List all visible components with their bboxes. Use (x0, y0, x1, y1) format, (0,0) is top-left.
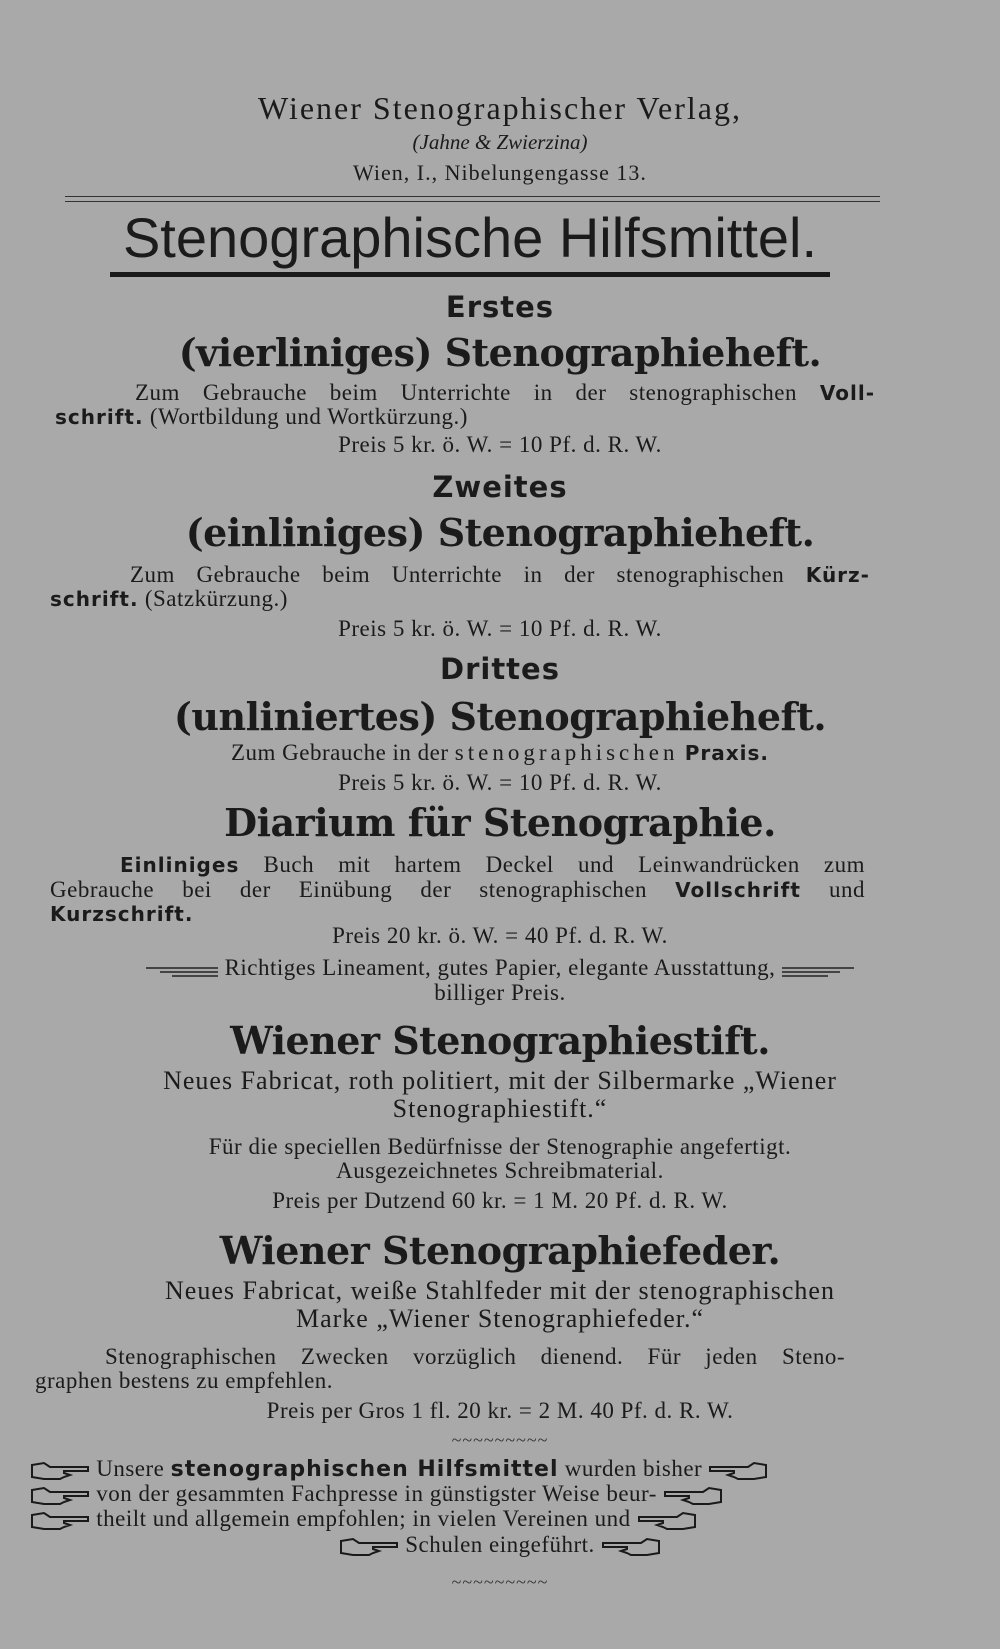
closing-line4 (0, 1532, 1000, 1559)
pointing-hand-left-icon (601, 1535, 661, 1559)
separator-top: ~~~~~~~~~ (451, 1430, 549, 1450)
item4-bold-end: Kurzschrift. (50, 902, 194, 926)
item5-heading: Wiener Stenographiestift. (230, 1018, 770, 1063)
item3-bold1: Praxis. (684, 741, 770, 765)
item4-price: Preis 20 kr. ö. W. = 40 Pf. d. R. W. (332, 923, 668, 948)
pointing-hand-left-icon (663, 1484, 723, 1508)
item4-bold-mid: Vollschrift (675, 878, 801, 902)
item6-price: Preis per Gros 1 fl. 20 kr. = 2 M. 40 Pf. d. R. W. (266, 1398, 734, 1423)
item5-line1: Neues Fabricat, roth politiert, mit der Silbermarke „Wiener (163, 1066, 837, 1095)
closing-text2: von der gesammten Fachpresse in günstigster Weise beur- (96, 1481, 657, 1506)
left-rule-ornament (146, 957, 218, 982)
header-double-rule (65, 196, 880, 202)
item4-note-text1: Richtiges Lineament, gutes Papier, elegante Ausstattung, (224, 955, 776, 980)
item1-bold1: Voll- (819, 381, 875, 405)
item4-text1: Buch mit hartem Deckel und Leinwandrücken zum (263, 852, 866, 877)
item4-desc-line1 (50, 852, 865, 878)
item3-text1: Zum Gebrauche in der (230, 740, 449, 765)
item5-line3: Für die speciellen Bedürfnisse der Stenographie angefertigt. (208, 1134, 792, 1159)
item6-line1: Neues Fabricat, weiße Stahlfeder mit der stenographischen (165, 1276, 835, 1305)
closing-line2 (30, 1481, 870, 1508)
item3-desc (0, 740, 1000, 766)
separator-bottom: ~~~~~~~~~ (451, 1572, 549, 1592)
pointing-hand-right-icon (30, 1509, 90, 1533)
publisher-name: Wiener Stenographischer Verlag, (258, 90, 742, 126)
item1-desc-line1 (55, 380, 875, 406)
item3-heading: (unliniertes) Stenographieheft. (173, 694, 827, 739)
closing-line3 (30, 1506, 870, 1533)
item4-note1 (0, 955, 1000, 982)
pointing-hand-right-icon (30, 1459, 90, 1483)
item2-bold2: schrift. (50, 587, 139, 611)
item2-desc-line1 (50, 562, 870, 588)
item1-heading-small: Erstes (445, 290, 555, 324)
item4-desc-line2 (50, 877, 865, 903)
closing-text4: Schulen eingeführt. (405, 1532, 595, 1557)
item2-desc-line2 (50, 586, 870, 612)
item2-heading-small: Zweites (432, 470, 568, 504)
item4-note2: billiger Preis. (434, 980, 566, 1005)
closing-text3: theilt und allgemein empfohlen; in vielen Vereinen und (96, 1506, 631, 1531)
pointing-hand-right-icon (339, 1535, 399, 1559)
item1-text2: (Wortbildung und Wortkürzung.) (149, 404, 468, 429)
item1-text1: Zum Gebrauche beim Unterrichte in der stenographischen (135, 380, 797, 405)
item4-text2b: und (829, 877, 866, 902)
item3-price: Preis 5 kr. ö. W. = 10 Pf. d. R. W. (338, 770, 662, 795)
item5-price: Preis per Dutzend 60 kr. = 1 M. 20 Pf. d. R. W. (272, 1188, 728, 1213)
item2-text2: (Satzkürzung.) (144, 586, 288, 611)
item2-bold1: Kürz- (805, 563, 870, 587)
pointing-hand-left-icon (637, 1509, 697, 1533)
item4-text2a: Gebrauche bei der Einübung der stenographischen (50, 877, 647, 902)
item2-text1: Zum Gebrauche beim Unterrichte in der stenographischen (130, 562, 785, 587)
item1-bold2: schrift. (55, 405, 144, 429)
closing-text1a: Unsere (96, 1456, 165, 1481)
item6-heading: Wiener Stenographiefeder. (219, 1228, 781, 1273)
item6-text3: Stenographischen Zwecken vorzüglich dienend. Für jeden Steno- (105, 1344, 845, 1369)
item2-price: Preis 5 kr. ö. W. = 10 Pf. d. R. W. (338, 616, 662, 641)
item6-line2: Marke „Wiener Stenographiefeder.“ (295, 1304, 705, 1333)
item4-heading: Diarium für Stenographie. (224, 800, 776, 845)
closing-text1b: wurden bisher (564, 1456, 703, 1481)
item1-heading: (vierliniges) Stenographieheft. (178, 330, 822, 375)
item3-text-spaced: stenographischen (454, 740, 679, 765)
item1-desc-line2 (55, 404, 875, 430)
item6-line3 (35, 1344, 845, 1369)
closing-bold: stenographischen Hilfsmittel (170, 1457, 559, 1482)
item5-line4: Ausgezeichnetes Schreibmaterial. (336, 1158, 664, 1183)
item2-heading: (einliniges) Stenographieheft. (185, 510, 815, 555)
item6-line4: graphen bestens zu empfehlen. (35, 1368, 334, 1393)
publisher-address: Wien, I., Nibelungengasse 13. (353, 160, 647, 185)
title-underline (110, 272, 830, 277)
publisher-owners: (Jahne & Zwierzina) (412, 130, 588, 154)
right-rule-ornament (782, 957, 854, 982)
item5-line2: Stenographiestift.“ (392, 1094, 608, 1123)
pointing-hand-right-icon (30, 1484, 90, 1508)
item1-price: Preis 5 kr. ö. W. = 10 Pf. d. R. W. (338, 432, 662, 457)
page-title: Stenographische Hilfsmittel. (122, 206, 818, 269)
item4-bold-start: Einliniges (120, 853, 240, 877)
closing-line1 (30, 1456, 870, 1483)
pointing-hand-left-icon (708, 1459, 768, 1483)
item3-heading-small: Drittes (440, 652, 560, 686)
